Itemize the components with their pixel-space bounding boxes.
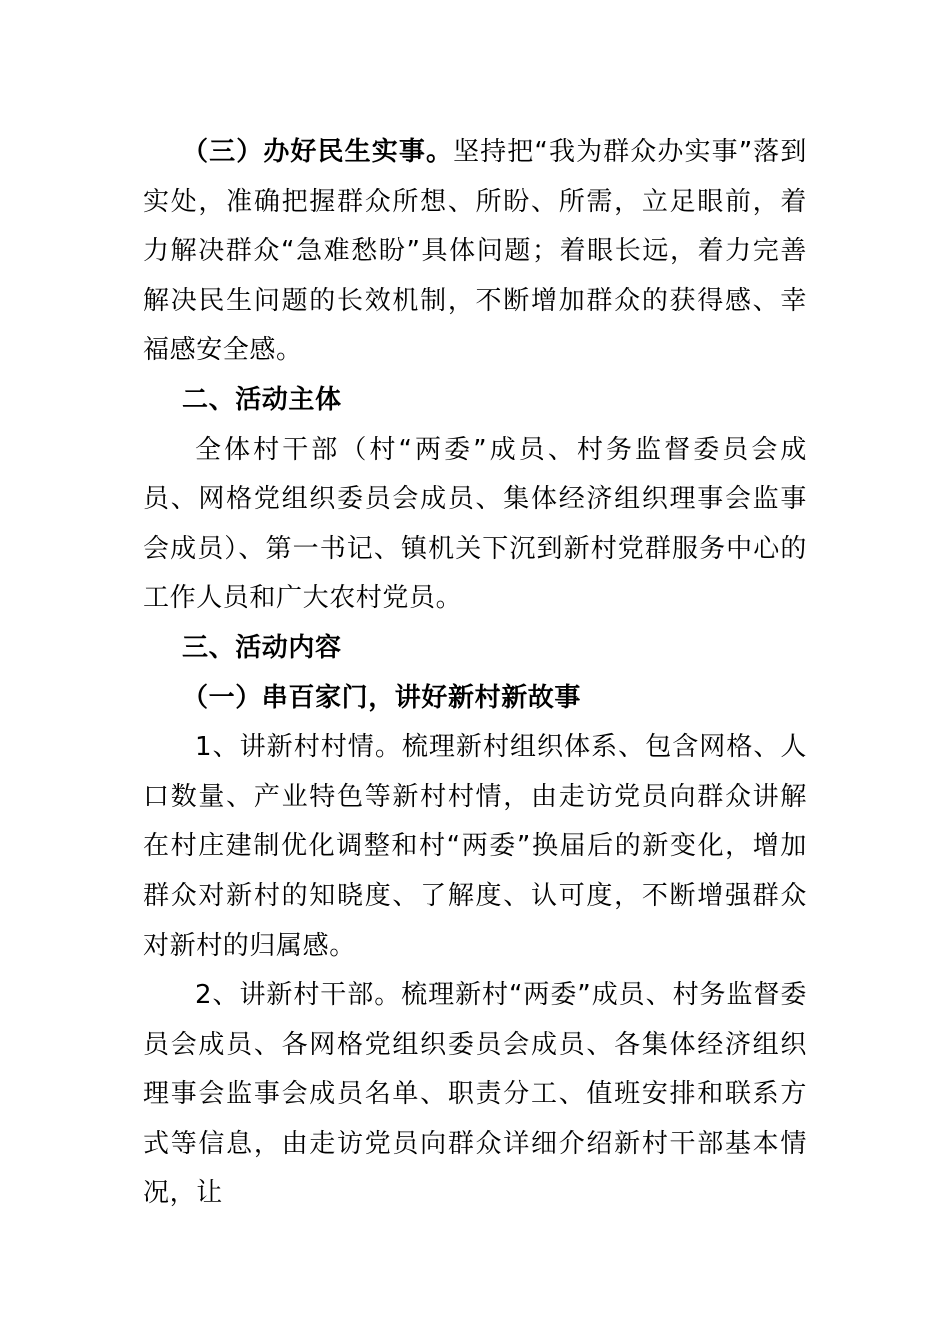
subsection-heading-visits: （一）串百家门，讲好新村新故事 bbox=[182, 682, 582, 713]
paragraph-lead: （三）办好民生实事。 bbox=[182, 137, 454, 167]
section-heading-participants: 二、活动主体 bbox=[182, 384, 342, 415]
paragraph-participants: 全体村干部（村“两委”成员、村务监督委员会成员、网格党组织委员会成员、集体经济组织理事会监事会成员）、第一书记、镇机关下沉到新村党群服务中心的工作人员和广大农村党员。 bbox=[143, 434, 807, 614]
section-heading-content: 三、活动内容 bbox=[182, 632, 342, 663]
paragraph-text: 坚持把“我为群众办实事”落到实处，准确把握群众所想、所盼、所需，立足眼前，着力解决群众“急难愁盼”具体问题；着眼长远，着力完善解决民生问题的长效机制，不断增加群众的获得感、幸福感安全感。 bbox=[143, 137, 807, 366]
paragraph-village-situation: 1、讲新村村情。梳理新村组织体系、包含网格、人口数量、产业特色等新村村情，由走访党员向群众讲解在村庄建制优化调整和村“两委”换届后的新变化，增加群众对新村的知晓度、了解度、认可度，不断增强群众对新村的归属感。 bbox=[143, 732, 807, 961]
document-body bbox=[143, 128, 807, 1219]
paragraph-livelihood bbox=[143, 128, 807, 376]
paragraph-village-cadres: 2、讲新村干部。梳理新村“两委”成员、村务监督委员会成员、各网格党组织委员会成员、各集体经济组织理事会监事会成员名单、职责分工、值班安排和联系方式等信息，由走访党员向群众详细介绍新村干部基本情况，让 bbox=[143, 980, 807, 1209]
